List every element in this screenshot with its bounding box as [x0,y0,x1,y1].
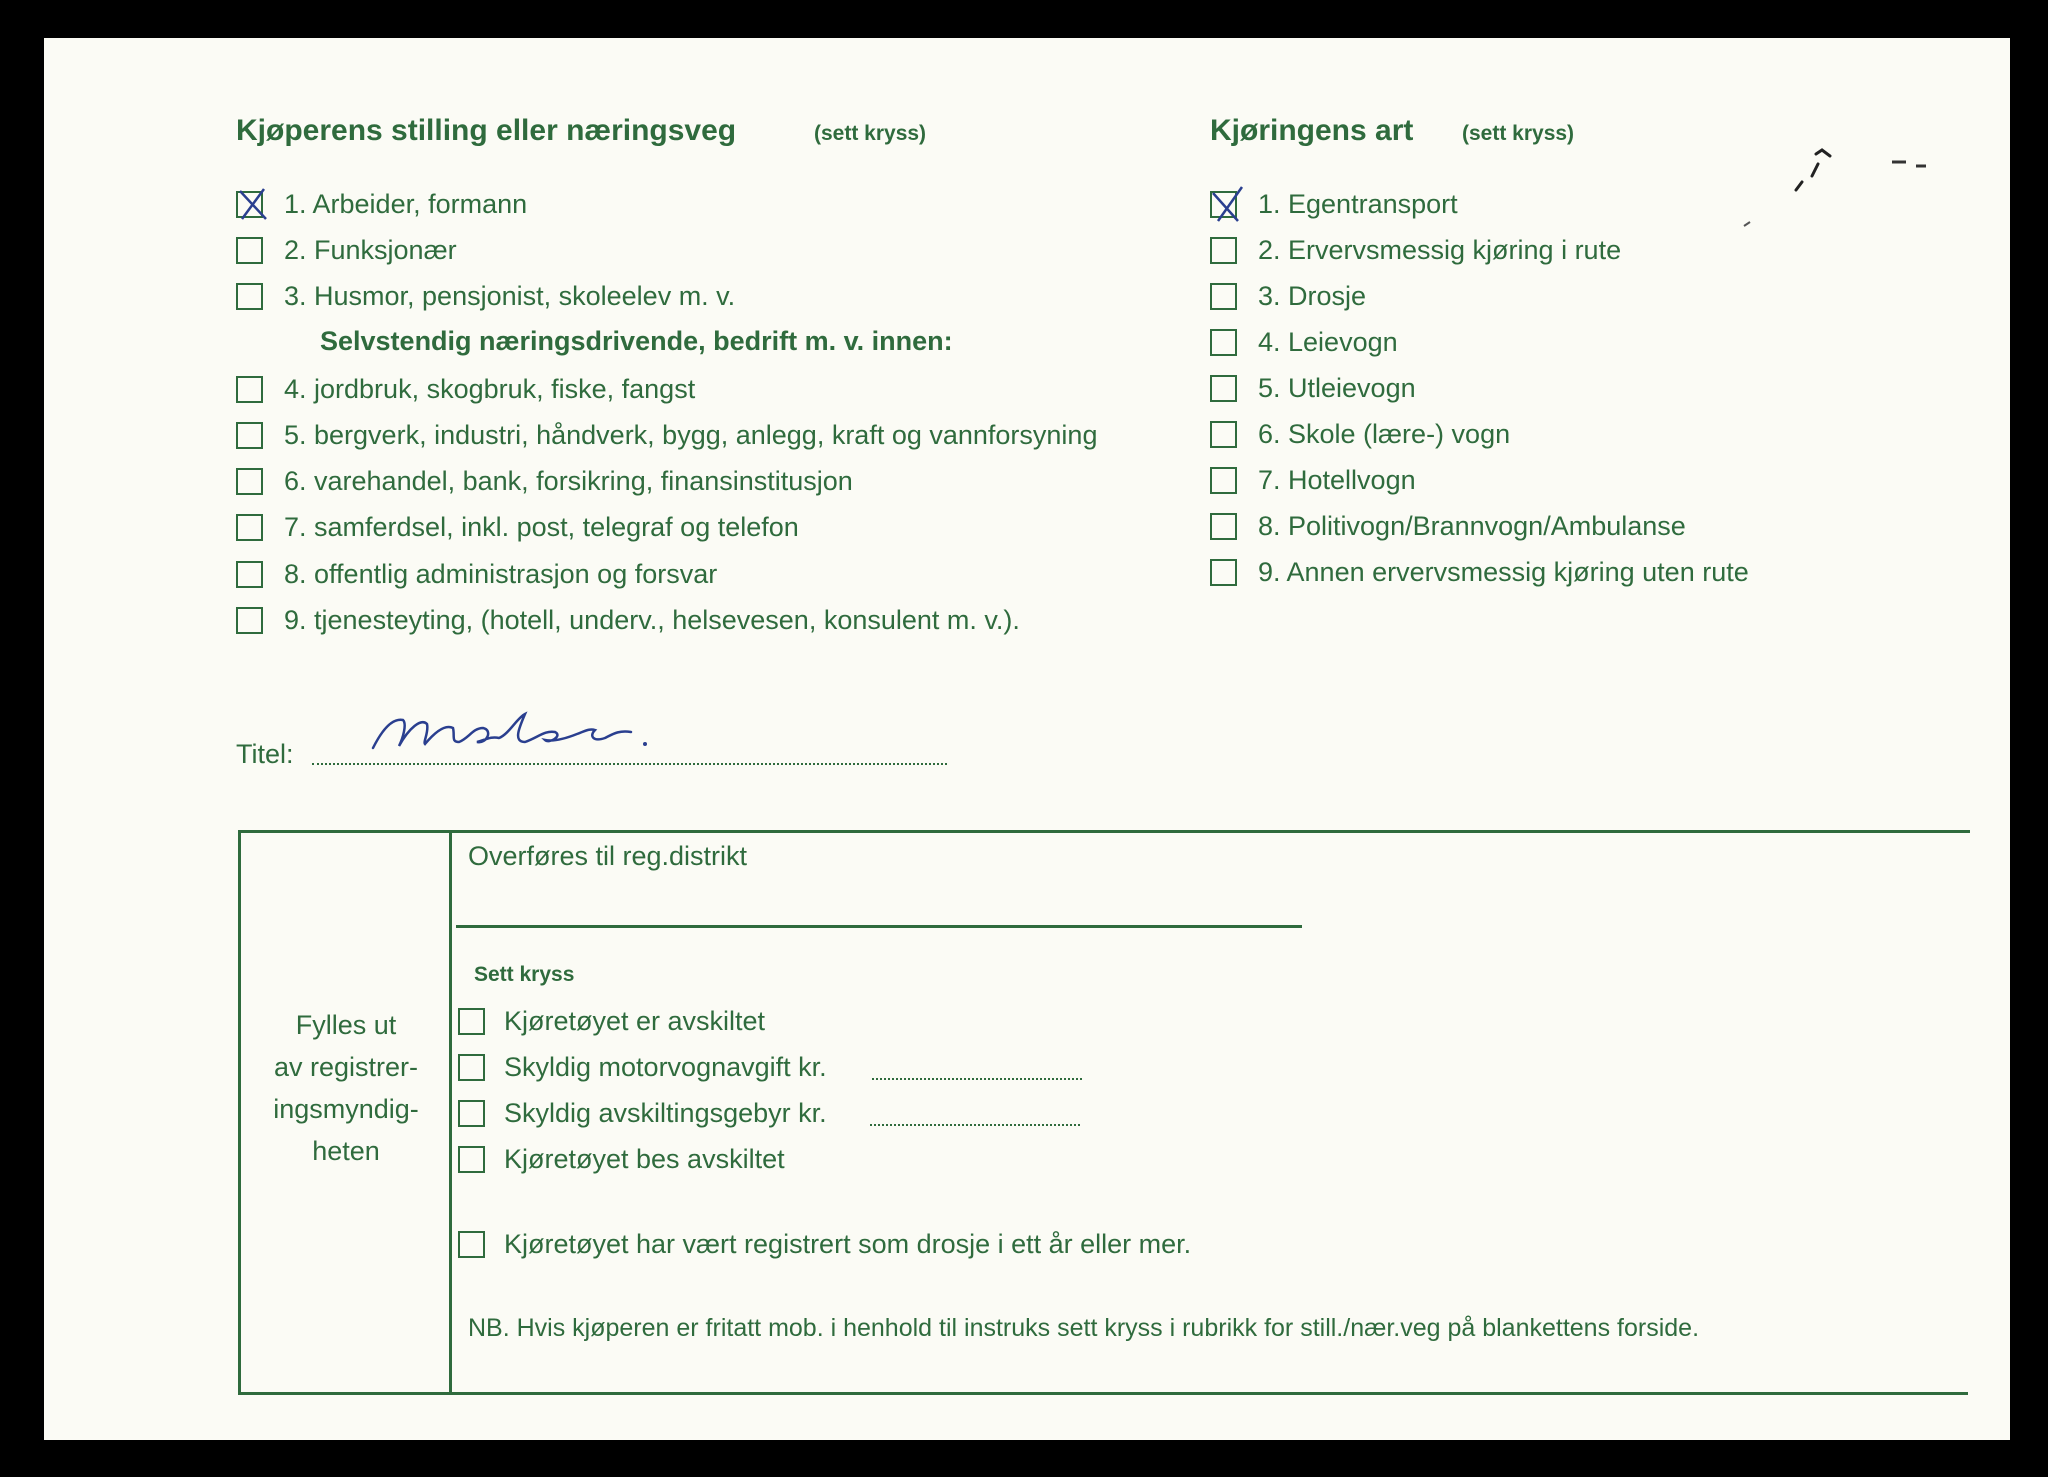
driving-item-label: 8. Politivogn/Brannvogn/Ambulanse [1258,511,1686,541]
check-x-icon [1208,185,1246,225]
ink-speck-marks [1684,110,1984,240]
occupation-item-label: 2. Funksjonær [284,235,457,265]
driving-item-label: 4. Leievogn [1258,327,1398,357]
registry-box-left-border [238,830,241,1395]
title-label: Titel: [236,739,294,769]
side-label-line: Fylles ut [295,1010,397,1040]
occupation-item-label: 4. jordbruk, skogbruk, fiske, fangst [284,374,696,404]
side-label-line: av registrer- [273,1052,419,1082]
registry-item-label: Kjøretøyet har vært registrert som drosje i ett år eller mer. [504,1229,1192,1259]
checkbox-occupation-6[interactable] [236,468,263,495]
checkbox-occupation-4[interactable] [236,376,263,403]
registry-box-bottom-border [238,1392,1968,1395]
registry-item-label: Skyldig avskiltingsgebyr kr. [504,1098,827,1128]
plate-fee-amount-line[interactable] [870,1124,1080,1126]
registry-item-label: Skyldig motorvognavgift kr. [504,1052,827,1082]
registry-box-top-border [238,830,1970,833]
checkbox-registry-4[interactable] [458,1146,485,1173]
checkbox-registry-2[interactable] [458,1054,485,1081]
occupation-item-label: 3. Husmor, pensjonist, skoleelev m. v. [284,281,736,311]
checkbox-driving-1[interactable] [1210,191,1237,218]
occupation-item-label: 5. bergverk, industri, håndverk, bygg, anlegg, kraft og vannforsyning [284,420,1098,450]
checkbox-occupation-1[interactable] [236,191,263,218]
checkbox-driving-9[interactable] [1210,559,1237,586]
side-label-line: ingsmyndig- [273,1094,419,1124]
occupation-item-label: 7. samferdsel, inkl. post, telegraf og telefon [284,512,799,542]
driving-item-label: 7. Hotellvogn [1258,465,1416,495]
title-value-text [369,698,370,699]
title-dotted-line [312,763,947,765]
checkbox-registry-1[interactable] [458,1008,485,1035]
left-section-heading: Kjøperens stilling eller næringsveg [236,114,737,147]
occupation-item-label: 1. Arbeider, formann [284,189,528,219]
checkbox-driving-3[interactable] [1210,283,1237,310]
transfer-district-label: Overføres til reg.distrikt [468,841,748,871]
driving-item-label: 6. Skole (lære-) vogn [1258,419,1511,449]
checkbox-driving-5[interactable] [1210,375,1237,402]
registry-side-label [244,1004,448,1172]
driving-item-label: 5. Utleievogn [1258,373,1416,403]
checkbox-occupation-9[interactable] [236,607,263,634]
checkbox-driving-4[interactable] [1210,329,1237,356]
registry-box-divider [449,830,452,1395]
self-employed-subheading: Selvstendig næringsdrivende, bedrift m. v. innen: [320,326,953,356]
checkbox-driving-8[interactable] [1210,513,1237,540]
driving-item-label: 1. Egentransport [1258,189,1458,219]
occupation-item-label: 8. offentlig administrasjon og forsvar [284,559,718,589]
occupation-item-label: 9. tjenesteyting, (hotell, underv., helsevesen, konsulent m. v.). [284,605,1020,635]
form-card [44,38,2010,1440]
checkbox-occupation-8[interactable] [236,561,263,588]
transfer-district-line[interactable] [456,925,1302,928]
checkbox-driving-2[interactable] [1210,237,1237,264]
driving-item-label: 3. Drosje [1258,281,1367,311]
checkbox-registry-3[interactable] [458,1100,485,1127]
driving-item-label: 2. Ervervsmessig kjøring i rute [1258,235,1622,265]
checkbox-occupation-2[interactable] [236,237,263,264]
registry-footnote: NB. Hvis kjøperen er fritatt mob. i henhold til instruks sett kryss i rubrikk for still./nær.veg på blankettens forside. [468,1314,1700,1342]
registry-item-label: Kjøretøyet bes avskiltet [504,1144,785,1174]
motor-tax-amount-line[interactable] [872,1078,1082,1080]
checkbox-occupation-5[interactable] [236,422,263,449]
handwriting-signature [369,698,699,758]
check-x-icon [234,185,272,225]
registry-item-label: Kjøretøyet er avskiltet [504,1006,766,1036]
title-handwritten-value[interactable] [369,698,699,758]
right-section-heading-note: (sett kryss) [1462,122,1575,145]
side-label-line: heten [312,1136,380,1166]
occupation-item-label: 6. varehandel, bank, forsikring, finansinstitusjon [284,466,853,496]
checkbox-occupation-7[interactable] [236,514,263,541]
driving-item-label: 9. Annen ervervsmessig kjøring uten rute [1258,557,1749,587]
checkbox-registry-5[interactable] [458,1231,485,1258]
left-section-heading-note: (sett kryss) [814,122,927,145]
right-section-heading: Kjøringens art [1210,114,1414,147]
checkbox-occupation-3[interactable] [236,283,263,310]
registry-check-note: Sett kryss [474,963,575,986]
checkbox-driving-6[interactable] [1210,421,1237,448]
checkbox-driving-7[interactable] [1210,467,1237,494]
